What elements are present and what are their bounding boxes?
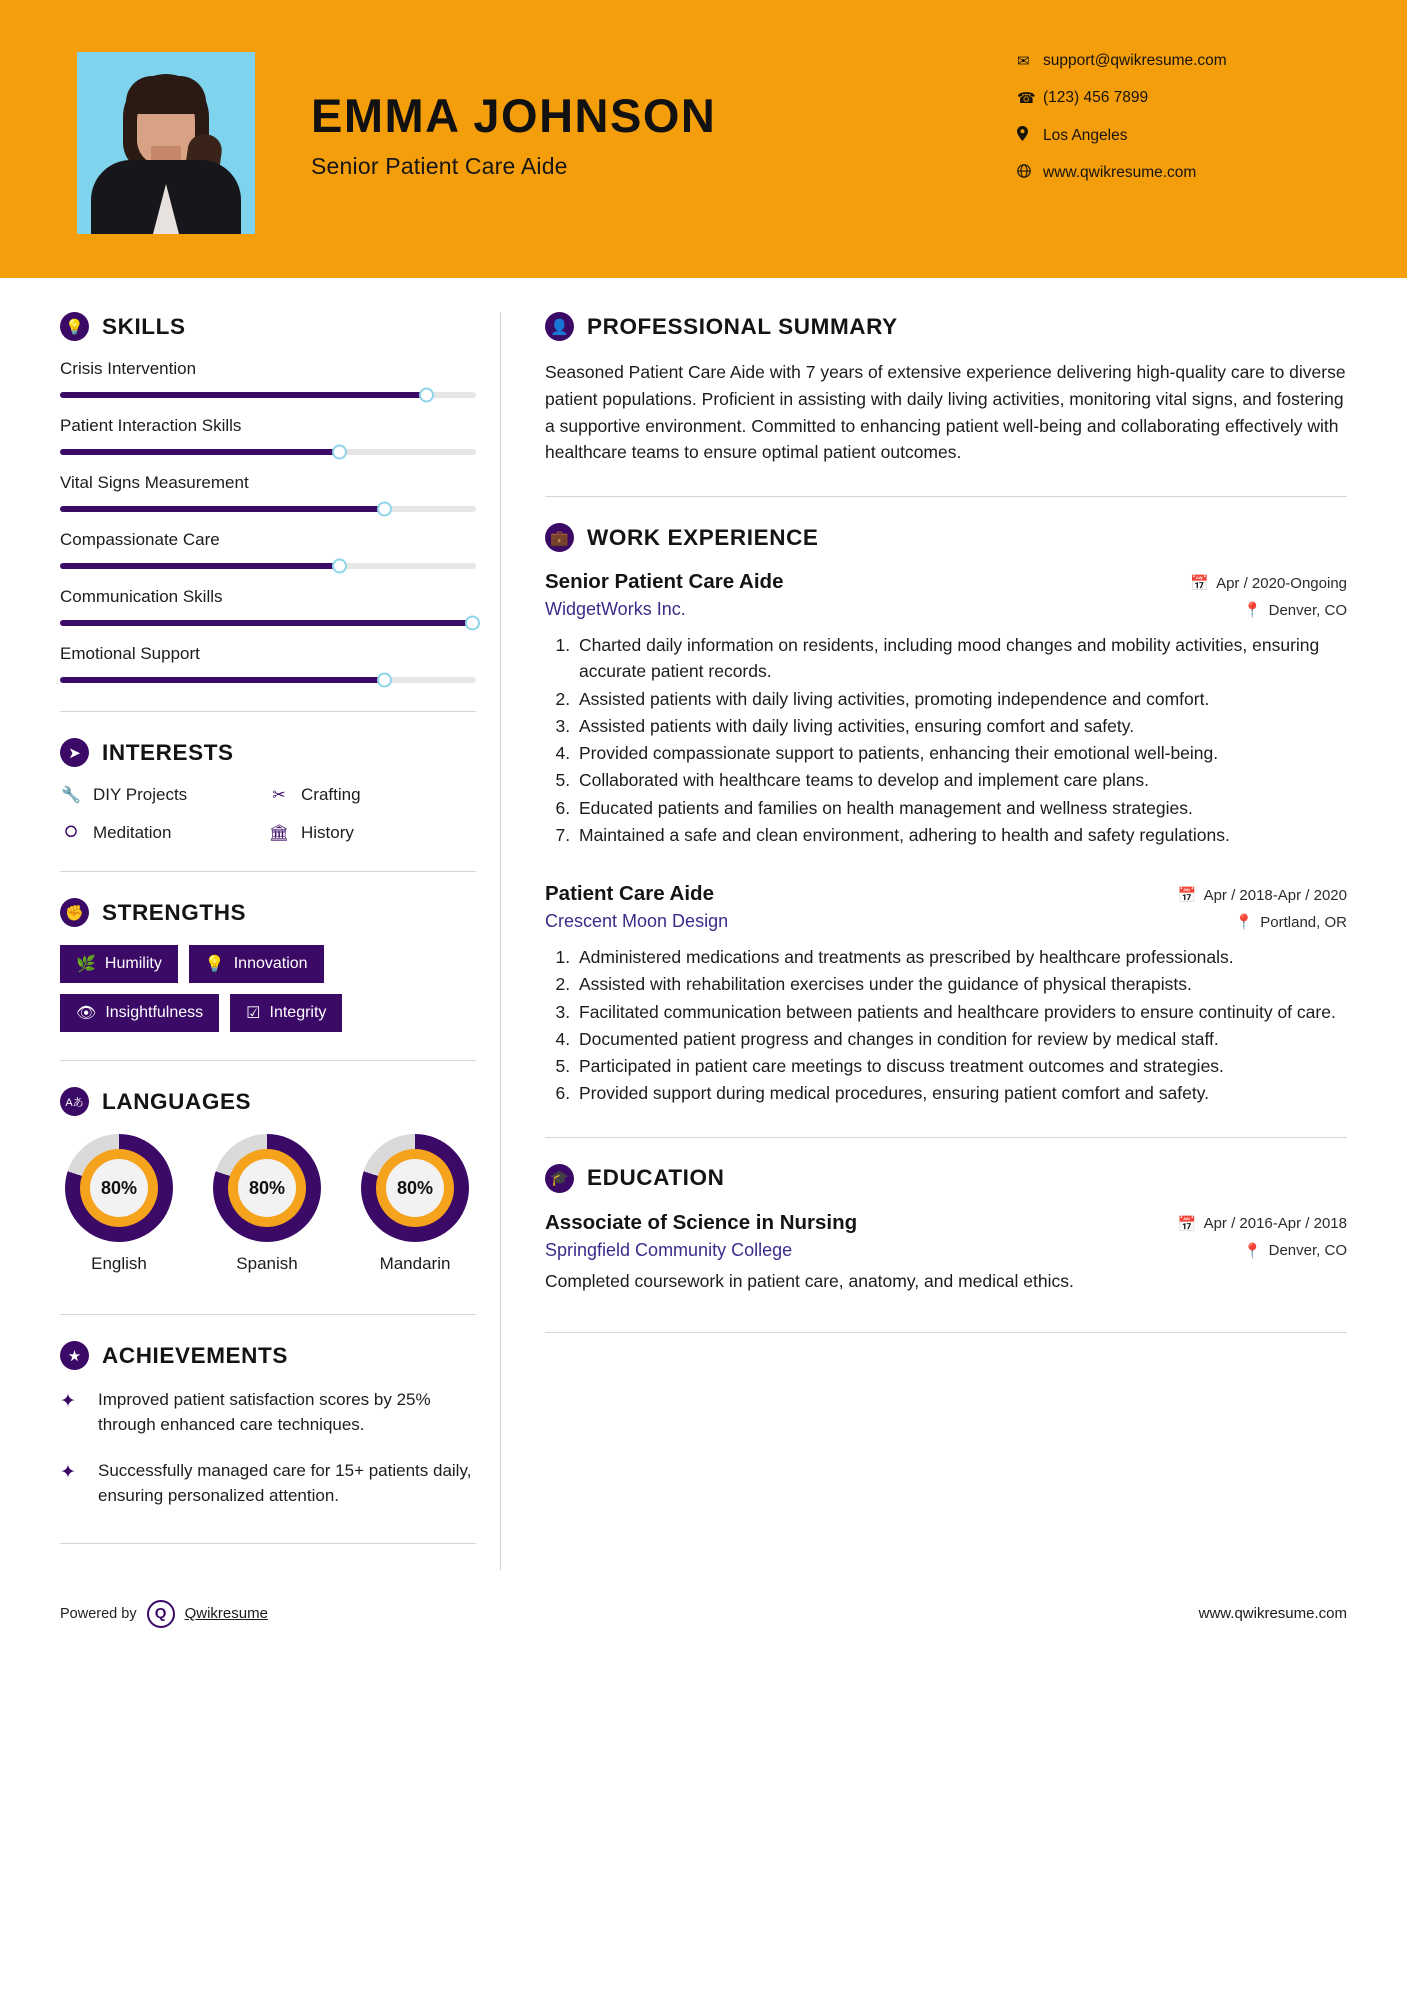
job-location xyxy=(1243,601,1347,619)
skill-label: Communication Skills xyxy=(60,587,223,606)
divider xyxy=(545,1332,1347,1333)
languages-header xyxy=(60,1087,476,1116)
language-item xyxy=(208,1134,326,1274)
language-percent: 80% xyxy=(90,1159,148,1217)
location-pin-icon: 📍 xyxy=(1242,602,1262,620)
skill-bar xyxy=(60,449,476,455)
strength-tag xyxy=(60,994,219,1032)
language-donut xyxy=(213,1134,321,1242)
experience-section xyxy=(545,523,1347,1107)
skill-label: Vital Signs Measurement xyxy=(60,473,249,492)
skill-label: Patient Interaction Skills xyxy=(60,416,242,435)
summary-text: Seasoned Patient Care Aide with 7 years of extensive experience delivering high-quality care to diverse patient populations. Proficient in assisting with daily living activities, monitoring vital signs, and fostering a supportive environment. Committed to enhancing patient well-being and collaborating effectively with healthcare teams to ensure optimal patient outcomes. xyxy=(545,362,1346,463)
skills-title: SKILLS xyxy=(102,313,186,339)
duty-item: 4. Provided compassionate support to patients, enhancing their emotional well-being. xyxy=(575,740,1347,766)
job-dates-value: Apr / 2018-Apr / 2020 xyxy=(1203,886,1347,904)
envelope-icon: ✉ xyxy=(1017,53,1030,70)
divider xyxy=(545,496,1347,497)
job-title: Senior Patient Care Aide xyxy=(545,570,784,594)
name-block xyxy=(311,89,717,180)
strength-tag xyxy=(230,994,342,1032)
achievement-item xyxy=(60,1459,476,1508)
experience-item xyxy=(545,570,1347,848)
right-column xyxy=(501,278,1347,1570)
footer-website: www.qwikresume.com xyxy=(1198,1605,1347,1623)
language-donut xyxy=(361,1134,469,1242)
job-dates xyxy=(1178,886,1347,904)
strength-label: Humility xyxy=(104,955,162,972)
divider xyxy=(60,1543,476,1544)
skill-label: Crisis Intervention xyxy=(60,359,197,378)
languages-title: LANGUAGES xyxy=(102,1088,252,1114)
strength-tag xyxy=(60,945,178,983)
location-pin-icon xyxy=(1017,126,1043,145)
job-location xyxy=(1235,913,1347,931)
achievements-header xyxy=(60,1341,476,1370)
education-school: Springfield Community College xyxy=(545,1239,793,1260)
star-badge-icon: ★ xyxy=(60,1341,89,1370)
resume-body xyxy=(0,278,1407,1570)
candidate-role: Senior Patient Care Aide xyxy=(311,153,568,179)
contact-website[interactable] xyxy=(1017,164,1347,182)
interests-header xyxy=(60,738,476,767)
education-section xyxy=(545,1164,1347,1292)
experience-header xyxy=(545,523,1347,552)
education-location xyxy=(1243,1242,1347,1260)
wrench-icon: 🔧 xyxy=(61,787,81,804)
skill-item xyxy=(60,644,476,683)
graduation-icon: 🎓 xyxy=(545,1164,574,1193)
languages-section xyxy=(60,1087,476,1274)
duty-item: 6. Provided support during medical procedures, ensuring patient comfort and safety. xyxy=(575,1080,1347,1106)
qwikresume-link[interactable]: Qwikresume xyxy=(184,1605,268,1623)
summary-header xyxy=(545,312,1347,341)
skill-item xyxy=(60,416,476,455)
strength-label: Innovation xyxy=(233,955,308,972)
interest-item xyxy=(268,823,476,843)
skills-header xyxy=(60,312,476,341)
summary-section xyxy=(545,312,1347,466)
scissors-icon: ✂ xyxy=(272,787,286,804)
bank-icon: 🏛 xyxy=(268,825,290,842)
duty-item: 3. Assisted patients with daily living activities, ensuring comfort and safety. xyxy=(575,713,1347,739)
strength-label: Integrity xyxy=(269,1004,327,1021)
divider xyxy=(60,711,476,712)
achievements-section xyxy=(60,1341,476,1509)
language-label: Spanish xyxy=(236,1254,298,1273)
achievement-text: Improved patient satisfaction scores by 25% through enhanced care techniques. xyxy=(98,1390,431,1434)
contact-website-value: www.qwikresume.com xyxy=(1043,164,1197,181)
interest-item xyxy=(268,785,476,805)
strength-label: Insightfulness xyxy=(105,1004,204,1021)
education-title: EDUCATION xyxy=(587,1165,725,1191)
duty-item: 2. Assisted patients with daily living activities, promoting independence and comfort. xyxy=(575,686,1347,712)
left-column xyxy=(60,278,500,1570)
duty-item: 3. Facilitated communication between patients and healthcare providers to ensure continuity of care. xyxy=(575,999,1347,1025)
circle-icon: ⭘ xyxy=(64,824,78,841)
skill-bar xyxy=(60,392,476,398)
language-donut xyxy=(65,1134,173,1242)
education-dates xyxy=(1178,1215,1347,1233)
contact-list xyxy=(1017,52,1347,201)
contact-phone-value: (123) 456 7899 xyxy=(1043,89,1149,106)
divider xyxy=(60,1060,476,1061)
globe-icon xyxy=(1017,164,1043,182)
star-icon: ✦ xyxy=(60,1462,76,1484)
skill-item xyxy=(60,530,476,569)
job-dates xyxy=(1190,574,1347,592)
job-company: Crescent Moon Design xyxy=(545,911,729,932)
candidate-name: EMMA JOHNSON xyxy=(311,89,717,142)
job-location-value: Portland, OR xyxy=(1260,913,1347,931)
profile-photo xyxy=(77,52,255,234)
interest-label: Meditation xyxy=(93,823,172,842)
education-degree: Associate of Science in Nursing xyxy=(545,1210,858,1234)
education-description: Completed coursework in patient care, anatomy, and medical ethics. xyxy=(545,1270,1074,1291)
calendar-icon: 📅 xyxy=(1177,1215,1197,1233)
experience-item xyxy=(545,882,1347,1107)
phone-icon: ☎ xyxy=(1017,90,1036,107)
interest-item xyxy=(60,785,268,805)
contact-email-value: support@qwikresume.com xyxy=(1043,52,1227,69)
bulb-icon: 💡 xyxy=(204,956,225,973)
language-label: Mandarin xyxy=(379,1254,451,1273)
contact-location-value: Los Angeles xyxy=(1043,126,1128,144)
qwikresume-logo-icon: Q xyxy=(147,1600,175,1628)
job-duties xyxy=(545,632,1347,848)
language-label: English xyxy=(91,1254,147,1273)
duty-item: 7. Maintained a safe and clean environment, adhering to health and safety regulations. xyxy=(575,822,1347,848)
experience-title: WORK EXPERIENCE xyxy=(587,524,819,550)
education-dates-value: Apr / 2016-Apr / 2018 xyxy=(1203,1215,1347,1233)
job-company: WidgetWorks Inc. xyxy=(545,599,686,620)
skills-section xyxy=(60,312,476,683)
location-pin-icon: 📍 xyxy=(1242,1242,1262,1260)
duty-item: 2. Assisted with rehabilitation exercises under the guidance of physical therapists. xyxy=(575,971,1347,997)
paper-plane-icon: ➤ xyxy=(60,738,89,767)
location-pin-icon: 📍 xyxy=(1234,914,1254,932)
strength-tag xyxy=(189,945,324,983)
achievement-item xyxy=(60,1388,476,1437)
language-percent: 80% xyxy=(386,1159,444,1217)
skill-bar xyxy=(60,677,476,683)
star-icon: ✦ xyxy=(60,1391,76,1412)
leaf-icon: 🌿 xyxy=(76,956,96,973)
language-item xyxy=(60,1134,178,1274)
job-dates-value: Apr / 2020-Ongoing xyxy=(1216,574,1347,592)
user-circle-icon: 👤 xyxy=(545,312,574,341)
translate-icon: Aあ xyxy=(60,1087,89,1116)
interest-item xyxy=(60,823,268,843)
calendar-icon: 📅 xyxy=(1190,575,1210,593)
strengths-header xyxy=(60,898,476,927)
divider xyxy=(545,1137,1347,1138)
strengths-section xyxy=(60,898,476,1032)
strengths-title: STRENGTHS xyxy=(102,899,247,925)
skill-item xyxy=(60,473,476,512)
skill-label: Emotional Support xyxy=(60,644,200,663)
interests-title: INTERESTS xyxy=(102,739,234,765)
education-header xyxy=(545,1164,1347,1193)
skill-item xyxy=(60,587,476,626)
divider xyxy=(60,1314,476,1315)
calendar-icon: 📅 xyxy=(1177,887,1197,905)
skill-bar xyxy=(60,506,476,512)
duty-item: 5. Collaborated with healthcare teams to develop and implement care plans. xyxy=(575,767,1347,793)
contact-email[interactable] xyxy=(1017,52,1347,70)
briefcase-icon: 💼 xyxy=(545,523,574,552)
check-square-icon: ☑ xyxy=(246,1005,261,1022)
duty-item: 5. Participated in patient care meetings to discuss treatment outcomes and strategies. xyxy=(575,1053,1347,1079)
contact-location xyxy=(1017,126,1347,145)
duty-item: 6. Educated patients and families on health management and wellness strategies. xyxy=(575,795,1347,821)
divider xyxy=(60,871,476,872)
skill-item xyxy=(60,359,476,398)
achievement-text: Successfully managed care for 15+ patients daily, ensuring personalized attention. xyxy=(98,1461,472,1505)
summary-title: PROFESSIONAL SUMMARY xyxy=(587,313,898,339)
language-item xyxy=(356,1134,474,1274)
job-location-value: Denver, CO xyxy=(1268,601,1347,619)
fist-icon: ✊ xyxy=(60,898,89,927)
interest-label: History xyxy=(301,823,354,842)
language-percent: 80% xyxy=(238,1159,296,1217)
duty-item: 1. Administered medications and treatments as prescribed by healthcare professionals. xyxy=(575,944,1347,970)
skill-label: Compassionate Care xyxy=(60,530,220,549)
education-location-value: Denver, CO xyxy=(1268,1242,1347,1260)
resume-footer xyxy=(0,1600,1407,1662)
powered-by-label: Powered by xyxy=(60,1605,137,1622)
resume-header xyxy=(0,0,1407,278)
interests-section xyxy=(60,738,476,843)
powered-by xyxy=(60,1600,268,1628)
interest-label: Crafting xyxy=(301,785,361,804)
interest-label: DIY Projects xyxy=(93,785,188,804)
duty-item: 1. Charted daily information on residents, including mood changes and mobility activities, ensuring accurate patient records. xyxy=(575,632,1347,685)
achievements-title: ACHIEVEMENTS xyxy=(102,1342,288,1368)
skill-bar xyxy=(60,563,476,569)
job-duties xyxy=(545,944,1347,1107)
lightbulb-icon: 💡 xyxy=(60,312,89,341)
job-title: Patient Care Aide xyxy=(545,882,714,906)
contact-phone[interactable] xyxy=(1017,89,1347,107)
eye-icon: 👁 xyxy=(76,1005,97,1022)
duty-item: 4. Documented patient progress and changes in condition for review by medical staff. xyxy=(575,1026,1347,1052)
skill-bar xyxy=(60,620,476,626)
